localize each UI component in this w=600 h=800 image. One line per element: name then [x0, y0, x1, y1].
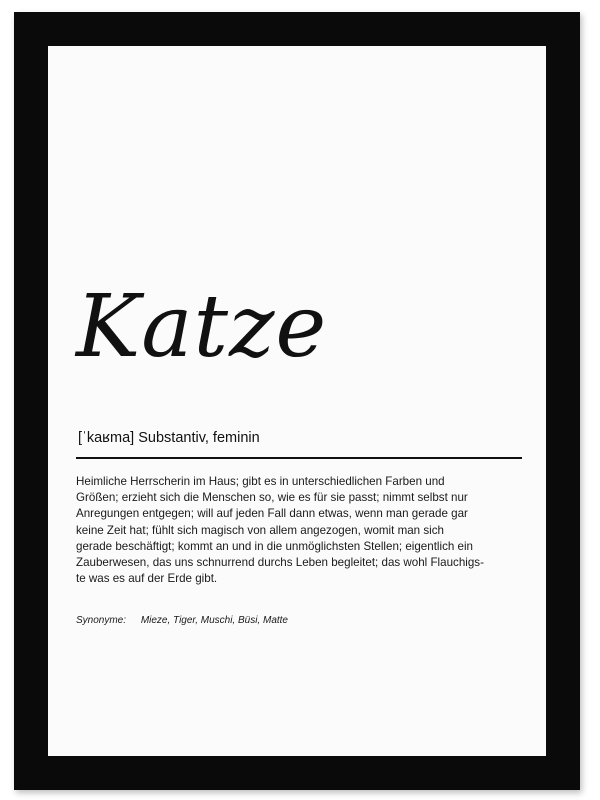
synonyms-row [76, 615, 288, 626]
definition-text: Heimliche Herrscherin im Haus; gibt es in unterschiedlichen Farben und Größen; erzieht sich die Menschen so, wie es für sie passt; nimmt selbst nur Anregungen entgegen; will auf jeden Fall dann etwas, wenn man gerade gar keine Zeit hat; fühlt sich magisch von allem angezogen, womit man sich gerade beschäftigt; kommt an und in die unmöglichsten Stellen; eigentlich ein Zauberwesen, das uns schnurrend durchs Leben begleitet; das wohl Flauchigs- te was es auf der Erde gibt. [76, 475, 484, 586]
poster-mat [48, 46, 546, 756]
synonyms-list: Mieze, Tiger, Muschi, Büsi, Matte [140, 615, 288, 626]
divider-rule [76, 457, 522, 459]
pronunciation-row [78, 430, 260, 446]
synonyms-label: Synonyme: [76, 615, 127, 626]
pronunciation: [ˈkaʁma] [78, 430, 135, 446]
picture-frame [14, 12, 580, 790]
word-class: Substantiv, feminin [138, 430, 260, 446]
poster-title: Katze [76, 277, 328, 377]
